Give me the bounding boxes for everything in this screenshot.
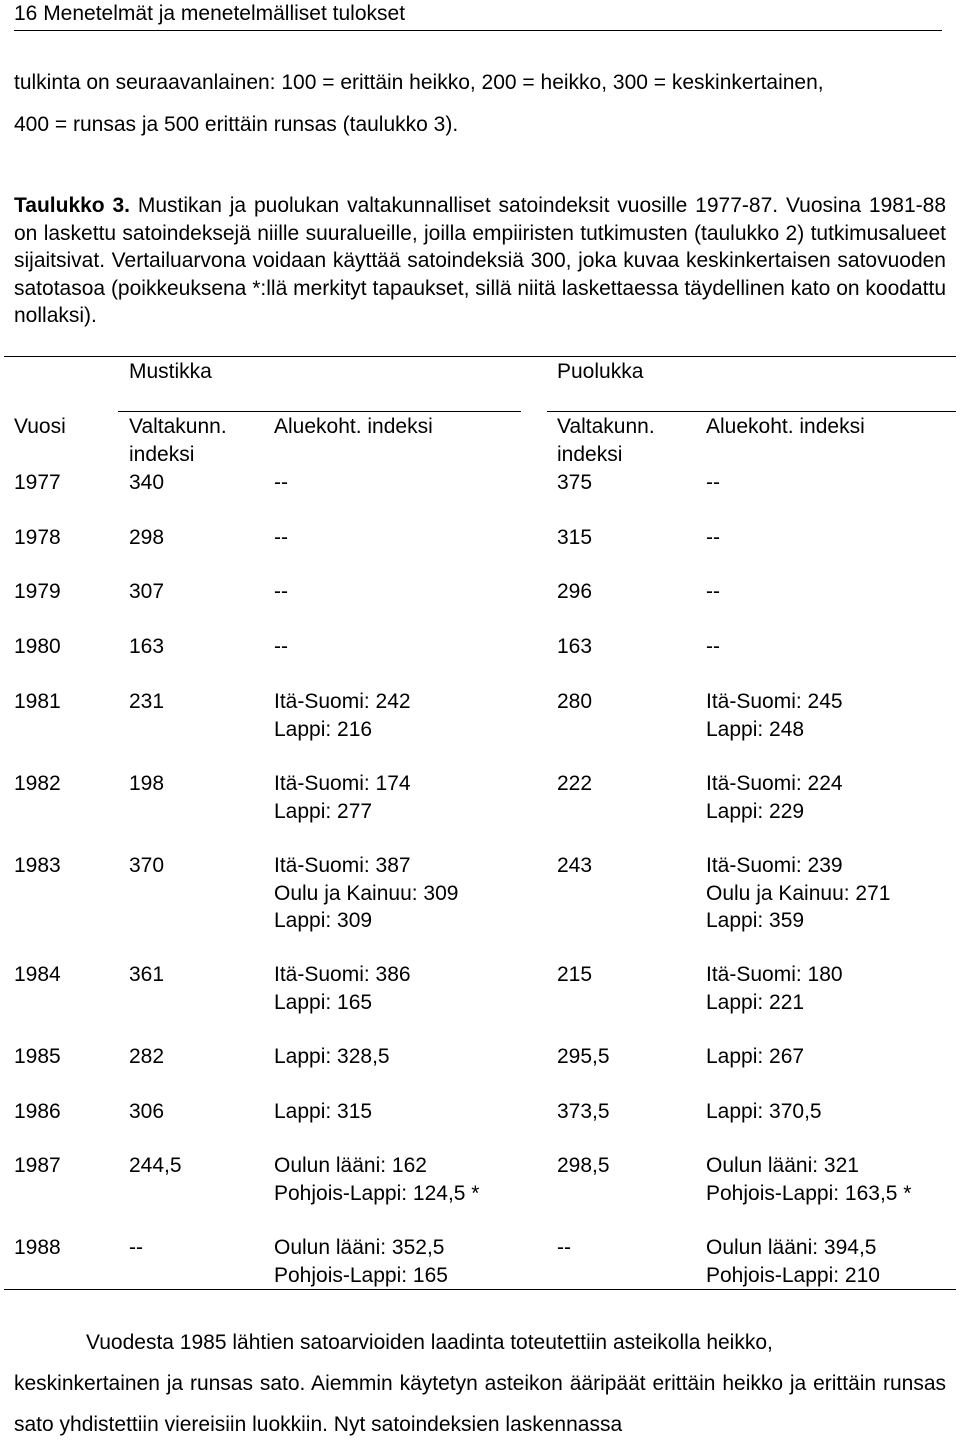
cell-m-val: 307 <box>129 580 165 603</box>
cell-m-val: 370 <box>129 854 165 877</box>
cell-p-val: 163 <box>557 635 593 658</box>
cell-p-reg <box>706 1152 911 1207</box>
group-header-puolukka: Puolukka <box>557 360 644 383</box>
cell-m-reg <box>274 469 288 497</box>
regional-index-line: Oulun lääni: 394,5 <box>706 1236 877 1259</box>
col-header-m-aluekoht: Aluekoht. indeksi <box>274 415 433 438</box>
cell-year: 1983 <box>14 854 61 877</box>
regional-index-line: -- <box>274 635 288 658</box>
cell-year: 1986 <box>14 1100 61 1123</box>
cell-m-val: 340 <box>129 471 165 494</box>
cell-p-reg <box>706 1234 880 1289</box>
regional-index-line: -- <box>706 526 720 549</box>
cell-m-val: 282 <box>129 1045 165 1068</box>
cell-m-reg <box>274 524 288 552</box>
cell-p-reg <box>706 688 843 743</box>
cell-p-reg <box>706 770 843 825</box>
cell-p-val: 295,5 <box>557 1045 610 1068</box>
regional-index-line: Itä-Suomi: 174 <box>274 772 411 795</box>
regional-index-line: -- <box>274 526 288 549</box>
cell-year: 1982 <box>14 772 61 795</box>
cell-p-val: 298,5 <box>557 1154 610 1177</box>
regional-index-line: Oulun lääni: 321 <box>706 1154 859 1177</box>
regional-index-line: -- <box>274 471 288 494</box>
cell-m-val: 361 <box>129 963 165 986</box>
bottom-paragraph <box>14 1322 946 1445</box>
cell-year: 1977 <box>14 471 61 494</box>
col-header-p-valtakunn: Valtakunn. indeksi <box>557 415 655 466</box>
regional-index-line: Lappi: 229 <box>706 799 805 823</box>
regional-index-line: Lappi: 370,5 <box>706 1100 822 1123</box>
cell-year: 1987 <box>14 1154 61 1177</box>
regional-index-line: Itä-Suomi: 242 <box>274 690 411 713</box>
regional-index-line: Lappi: 309 <box>274 909 373 932</box>
regional-index-line: Itä-Suomi: 387 <box>274 854 411 877</box>
regional-index-line: -- <box>706 471 720 494</box>
regional-index-line: Lappi: 315 <box>274 1100 373 1123</box>
cell-p-reg <box>706 578 720 606</box>
regional-index-line: Pohjois-Lappi: 124,5 * <box>274 1181 480 1205</box>
cell-p-val: 375 <box>557 471 593 494</box>
regional-index-line: Lappi: 216 <box>274 717 373 741</box>
regional-index-line: Lappi: 267 <box>706 1045 805 1068</box>
regional-index-line: Oulun lääni: 352,5 <box>274 1236 445 1259</box>
regional-index-line: Pohjois-Lappi: 165 <box>274 1263 448 1287</box>
cell-year: 1981 <box>14 690 61 713</box>
cell-m-reg <box>274 770 411 825</box>
regional-index-line: -- <box>274 580 288 603</box>
cell-p-val: 315 <box>557 526 593 549</box>
regional-index-line: Lappi: 248 <box>706 717 805 741</box>
table-bottom-rule <box>4 1289 956 1290</box>
page-header: 16 Menetelmät ja menetelmälliset tulokset <box>14 0 942 31</box>
cell-p-reg <box>706 1043 804 1071</box>
cell-p-reg <box>706 633 720 661</box>
cell-m-reg <box>274 1098 372 1126</box>
intro-line-1: tulkinta on seuraavanlainen: 100 = erittäin heikko, 200 = heikko, 300 = keskinkertainen, <box>14 71 824 94</box>
cell-m-val: 244,5 <box>129 1154 182 1177</box>
cell-p-val: 296 <box>557 580 593 603</box>
cell-p-val: 373,5 <box>557 1100 610 1123</box>
cell-m-reg <box>274 578 288 606</box>
cell-m-reg <box>274 1234 448 1289</box>
cell-m-reg <box>274 633 288 661</box>
cell-p-val: -- <box>557 1236 571 1259</box>
cell-p-reg <box>706 1098 822 1126</box>
regional-index-line: -- <box>706 580 720 603</box>
col-header-vuosi: Vuosi <box>14 415 66 438</box>
caption-text: Mustikan ja puolukan valtakunnalliset satoindeksit vuosille 1977-87. Vuosina 1981-88 on laskettu satoindeksejä niille suuralueille, joilla empiiristen tutkimusten (taulukko 2) tutkimusalueet sijaitsivat. Vertailuarvona voidaan käyttää satoindeksiä 300, joka kuvaa keskinkertaisen satovuoden satotasoa (poikkeuksena *:llä merkityt tapaukset, sillä niitä laskettaessa täydellinen kato on koodattu nollaksi). <box>14 194 946 327</box>
bottom-line-1: Vuodesta 1985 lähtien satoarvioiden laadinta toteutettiin asteikolla heikko, <box>86 1331 773 1354</box>
group-header-mustikka: Mustikka <box>129 360 212 383</box>
cell-year: 1984 <box>14 963 61 986</box>
cell-m-reg <box>274 852 458 935</box>
cell-m-val: 306 <box>129 1100 165 1123</box>
intro-paragraph <box>14 62 946 146</box>
cell-m-val: 298 <box>129 526 165 549</box>
cell-m-reg <box>274 961 411 1016</box>
cell-p-reg <box>706 469 720 497</box>
cell-m-val: 163 <box>129 635 165 658</box>
regional-index-line: Itä-Suomi: 386 <box>274 963 411 986</box>
bottom-rest: keskinkertainen ja runsas sato. Aiemmin käytetyn asteikon ääripäät erittäin heikko ja erittäin runsas sato yhdistettiin viereisiin luokkiin. Nyt satoindeksien laskennassa <box>14 1372 946 1436</box>
cell-p-reg <box>706 852 890 935</box>
regional-index-line: Oulu ja Kainuu: 309 <box>274 881 459 905</box>
table-caption <box>14 192 946 330</box>
regional-index-line: Oulu ja Kainuu: 271 <box>706 881 891 905</box>
intro-line-2: 400 = runsas ja 500 erittäin runsas (taulukko 3). <box>14 113 459 136</box>
cell-m-val: -- <box>129 1236 143 1259</box>
regional-index-line: -- <box>706 635 720 658</box>
regional-index-line: Lappi: 221 <box>706 990 805 1014</box>
cell-year: 1979 <box>14 580 61 603</box>
regional-index-line: Itä-Suomi: 239 <box>706 854 843 877</box>
regional-index-line: Itä-Suomi: 180 <box>706 963 843 986</box>
col-header-p-aluekoht: Aluekoht. indeksi <box>706 415 865 438</box>
regional-index-line: Pohjois-Lappi: 210 <box>706 1263 880 1287</box>
col-header-m-valtakunn: Valtakunn. indeksi <box>129 415 227 466</box>
cell-m-reg <box>274 688 411 743</box>
regional-index-line: Lappi: 328,5 <box>274 1045 390 1068</box>
caption-label: Taulukko 3. <box>14 194 131 217</box>
regional-index-line: Lappi: 277 <box>274 799 373 823</box>
regional-index-line: Oulun lääni: 162 <box>274 1154 427 1177</box>
regional-index-line: Pohjois-Lappi: 163,5 * <box>706 1181 912 1205</box>
puolukka-group-rule <box>547 411 956 412</box>
cell-year: 1980 <box>14 635 61 658</box>
regional-index-line: Itä-Suomi: 224 <box>706 772 843 795</box>
cell-p-val: 243 <box>557 854 593 877</box>
cell-year: 1978 <box>14 526 61 549</box>
cell-year: 1988 <box>14 1236 61 1259</box>
cell-m-val: 198 <box>129 772 165 795</box>
cell-m-val: 231 <box>129 690 165 713</box>
cell-year: 1985 <box>14 1045 61 1068</box>
mustikka-group-rule <box>118 411 521 412</box>
cell-p-reg <box>706 524 720 552</box>
cell-m-reg <box>274 1043 390 1071</box>
cell-p-val: 280 <box>557 690 593 713</box>
cell-m-reg <box>274 1152 479 1207</box>
regional-index-line: Itä-Suomi: 245 <box>706 690 843 713</box>
table-top-rule <box>4 356 956 357</box>
cell-p-val: 222 <box>557 772 593 795</box>
cell-p-reg <box>706 961 843 1016</box>
regional-index-line: Lappi: 359 <box>706 909 805 932</box>
regional-index-line: Lappi: 165 <box>274 990 373 1014</box>
cell-p-val: 215 <box>557 963 593 986</box>
